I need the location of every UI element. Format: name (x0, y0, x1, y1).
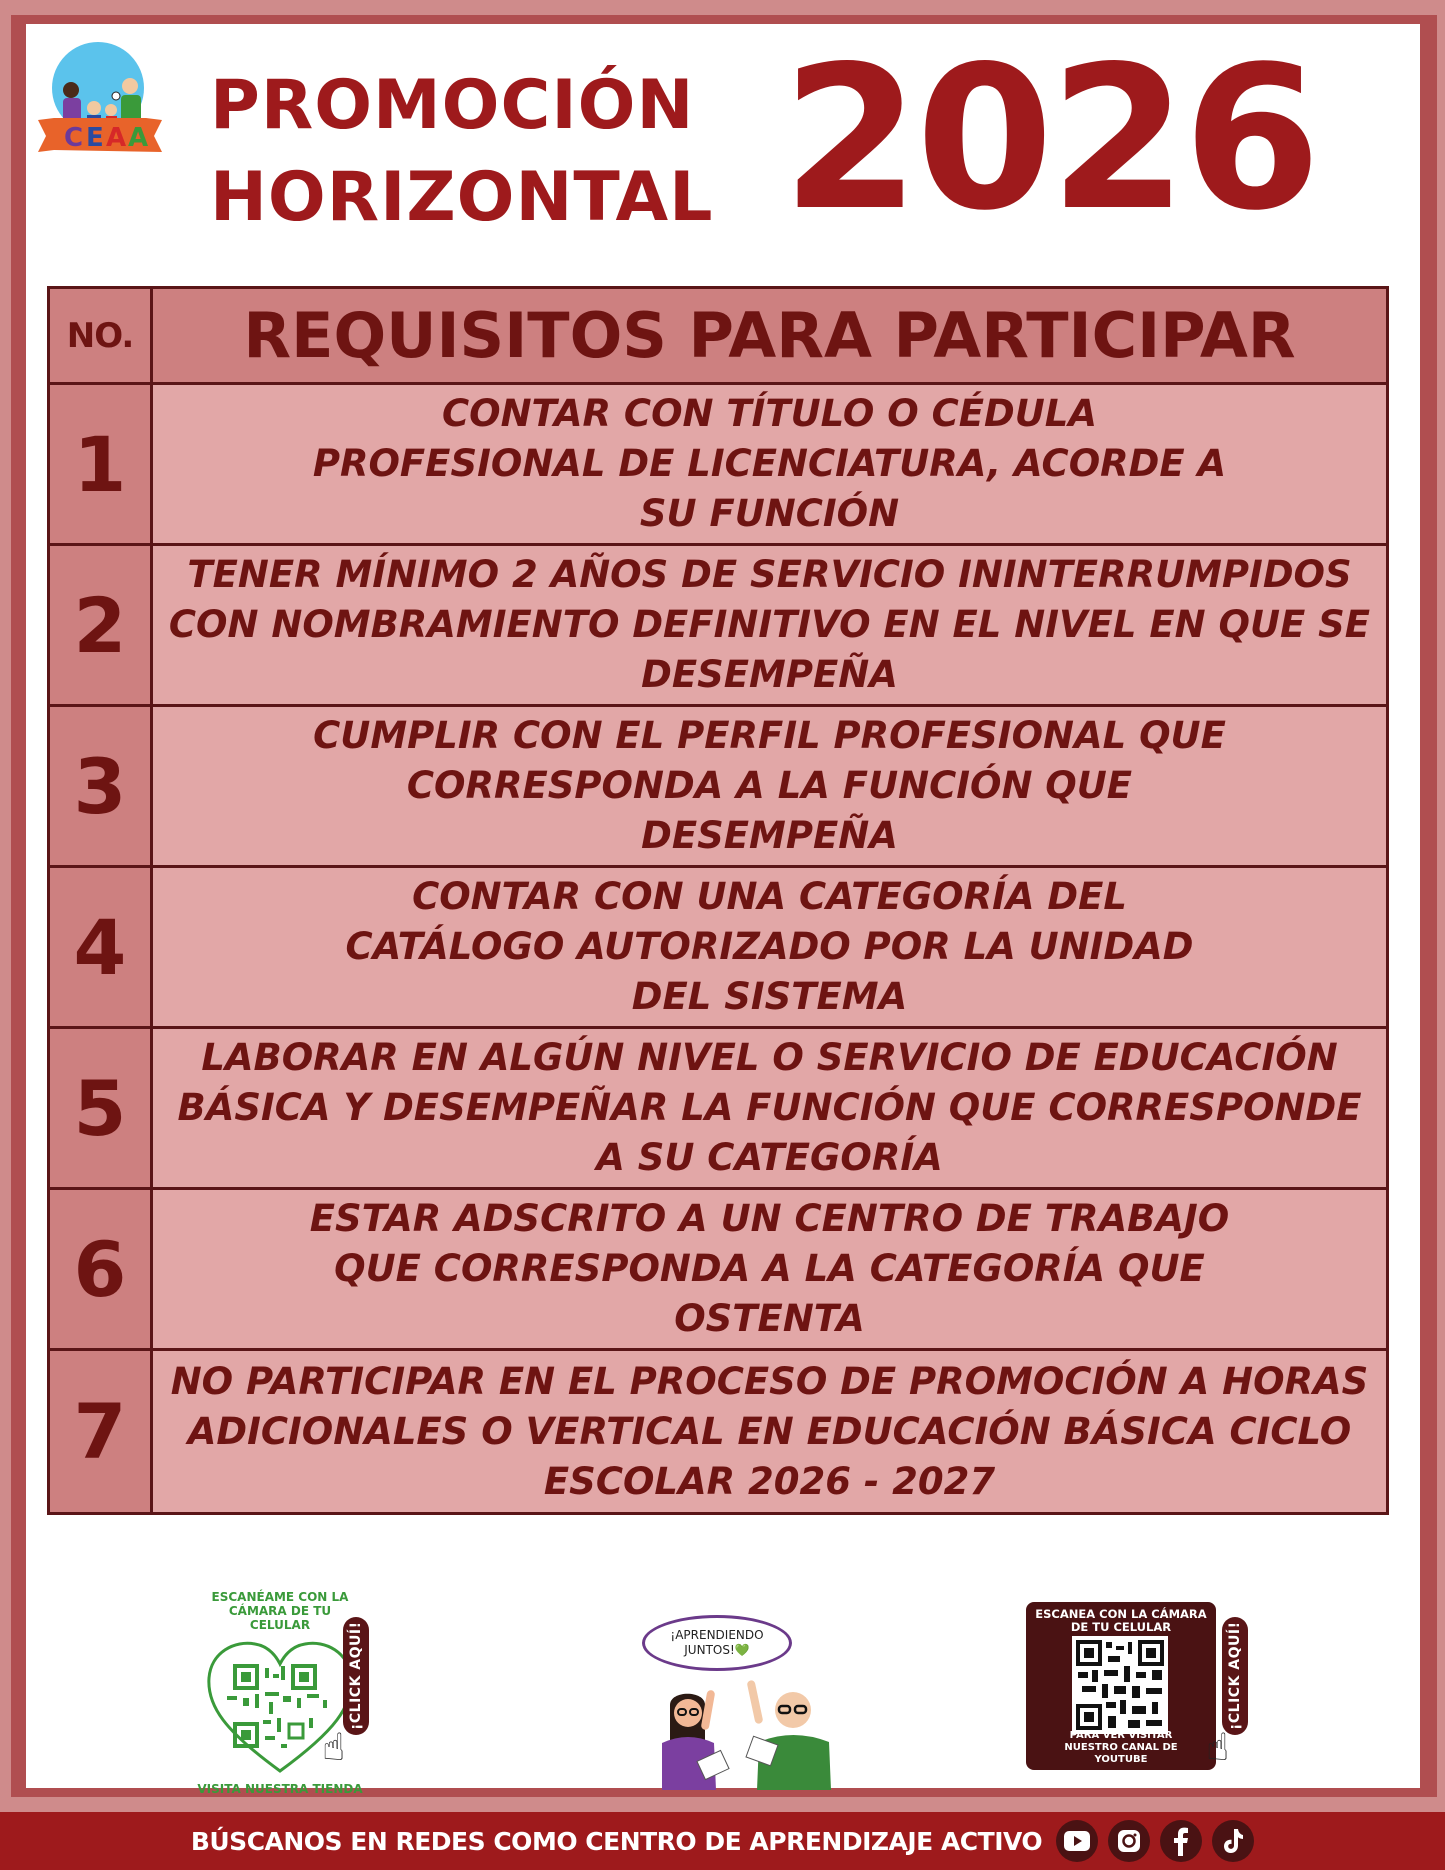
youtube-icon[interactable] (1056, 1820, 1098, 1862)
pointing-hand-icon: ☝ (322, 1725, 346, 1769)
header-title: REQUISITOS PARA PARTICIPAR (153, 289, 1386, 382)
youtube-click-here-button[interactable]: ¡CLICK AQUÍ! (1222, 1617, 1248, 1735)
row-number: 5 (50, 1029, 153, 1187)
row-number: 6 (50, 1190, 153, 1348)
title-year: 2026 (782, 23, 1318, 254)
store-caption-top: ESCANÉAME CON LA CÁMARA DE TU CELULAR (211, 1590, 349, 1632)
header-no: NO. (50, 289, 153, 382)
footer-bar (0, 1812, 1445, 1870)
svg-text:E: E (86, 123, 104, 153)
youtube-caption-top: ESCANEA CON LA CÁMARA DE TU CELULAR (1035, 1607, 1207, 1634)
row-requirement: NO PARTICIPAR EN EL PROCESO DE PROMOCIÓN A HORAS ADICIONALES O VERTICAL EN EDUCACIÓN BÁSICA CICLO ESCOLAR 2026 - 2027 (153, 1351, 1386, 1512)
row-requirement: CONTAR CON TÍTULO O CÉDULA PROFESIONAL DE LICENCIATURA, ACORDE A SU FUNCIÓN (153, 385, 1386, 543)
table-row (50, 868, 1386, 1029)
svg-text:A: A (106, 123, 127, 153)
row-number: 4 (50, 868, 153, 1026)
mascots-illustration (640, 1605, 840, 1785)
pointing-hand-icon: ☝ (1206, 1725, 1230, 1769)
title-line-1: PROMOCIÓN (210, 66, 695, 145)
row-requirement: CUMPLIR CON EL PERFIL PROFESIONAL QUE CORRESPONDA A LA FUNCIÓN QUE DESEMPEÑA (153, 707, 1386, 865)
row-requirement: CONTAR CON UNA CATEGORÍA DEL CATÁLOGO AUTORIZADO POR LA UNIDAD DEL SISTEMA (153, 868, 1386, 1026)
title-line-2: HORIZONTAL (210, 158, 714, 237)
store-click-here-button[interactable]: ¡CLICK AQUÍ! (343, 1617, 369, 1735)
youtube-qr-promo[interactable] (1026, 1602, 1216, 1770)
table-header-row (50, 289, 1386, 385)
requirements-table (47, 286, 1389, 1515)
table-row (50, 546, 1386, 707)
svg-text:A: A (128, 123, 149, 153)
footer-text: BÚSCANOS EN REDES COMO CENTRO DE APRENDIZAJE ACTIVO (190, 1826, 1043, 1856)
instagram-icon[interactable] (1108, 1820, 1150, 1862)
speech-bubble: ¡APRENDIENDO JUNTOS!💚 (642, 1615, 792, 1671)
teacher-man-illustration (745, 1680, 840, 1790)
table-row (50, 1351, 1386, 1512)
row-number: 2 (50, 546, 153, 704)
store-caption-bottom: VISITA NUESTRA TIENDA (197, 1782, 363, 1796)
logo-letter-c: C (64, 123, 84, 153)
table-row (50, 707, 1386, 868)
qr-code-icon (1072, 1636, 1168, 1734)
youtube-caption-bottom: PARA VER VISITAR NUESTRO CANAL DE YOUTUBE (1064, 1730, 1178, 1765)
row-number: 3 (50, 707, 153, 865)
teacher-woman-illustration (650, 1685, 740, 1790)
row-number: 1 (50, 385, 153, 543)
facebook-icon[interactable] (1160, 1820, 1202, 1862)
row-requirement: ESTAR ADSCRITO A UN CENTRO DE TRABAJO QUE CORRESPONDA A LA CATEGORÍA QUE OSTENTA (153, 1190, 1386, 1348)
page-title (210, 60, 713, 244)
table-row (50, 385, 1386, 546)
table-row (50, 1029, 1386, 1190)
row-requirement: TENER MÍNIMO 2 AÑOS DE SERVICIO ININTERRUMPIDOS CON NOMBRAMIENTO DEFINITIVO EN EL NIVEL EN QUE SE DESEMPEÑA (153, 546, 1386, 704)
table-row (50, 1190, 1386, 1351)
row-requirement: LABORAR EN ALGÚN NIVEL O SERVICIO DE EDUCACIÓN BÁSICA Y DESEMPEÑAR LA FUNCIÓN QUE CORRESPONDE A SU CATEGORÍA (153, 1029, 1386, 1187)
row-number: 7 (50, 1351, 153, 1512)
ceaa-logo (36, 38, 166, 153)
tiktok-icon[interactable] (1212, 1820, 1254, 1862)
